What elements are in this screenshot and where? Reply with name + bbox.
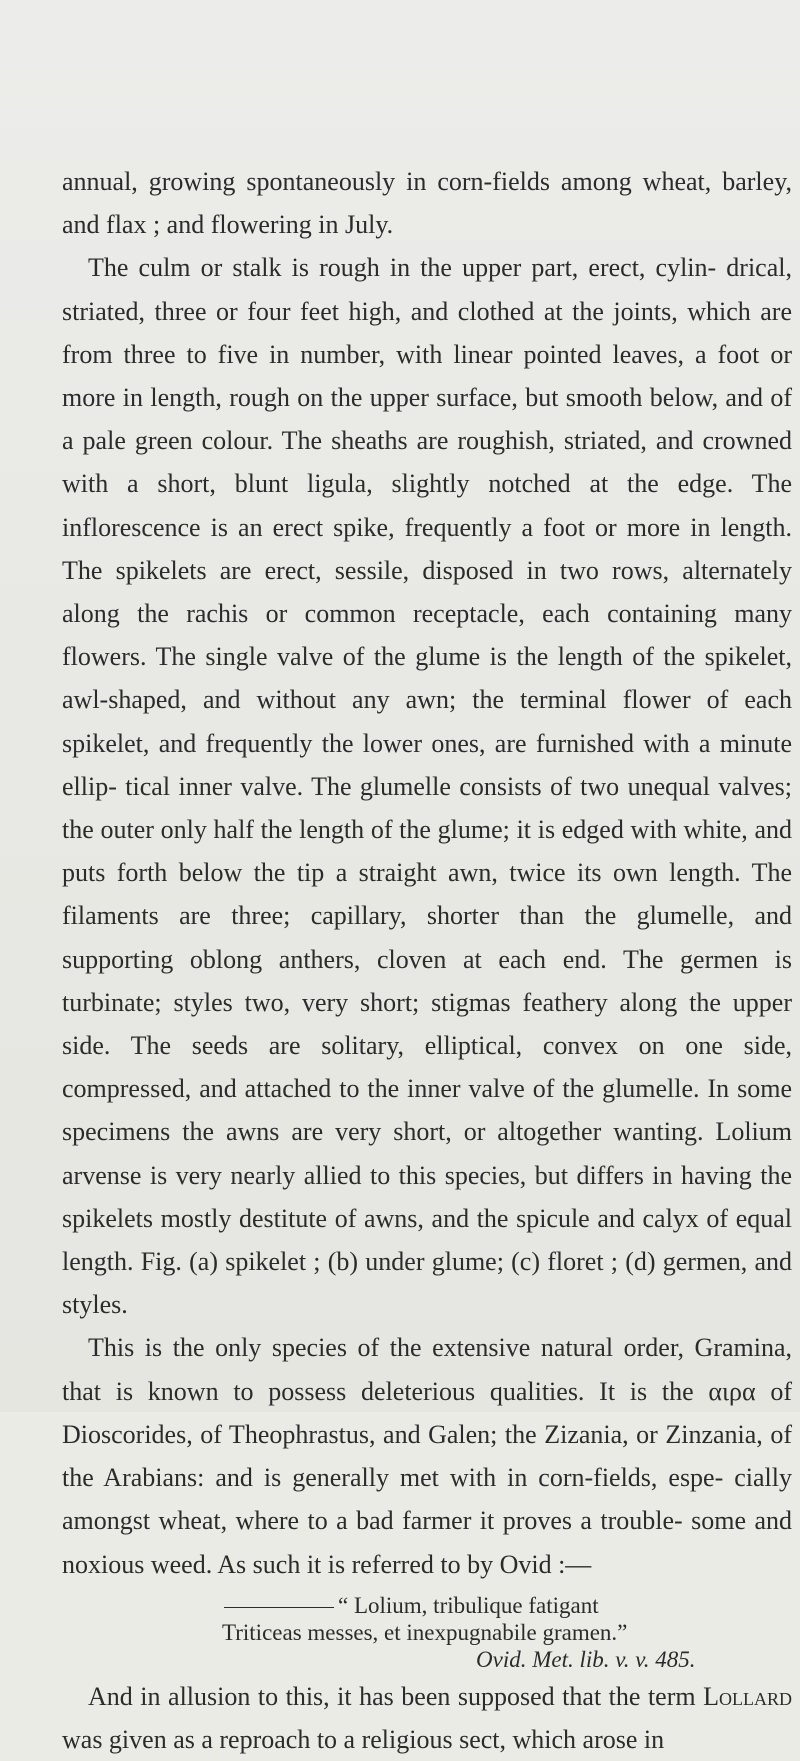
body-text — [62, 160, 792, 1761]
paragraph-lollard — [62, 1675, 792, 1761]
paragraph-habitat: annual, growing spontaneously in corn-fields among wheat, barley, and flax ; and flowering in July. — [62, 167, 792, 240]
lollard-text-before: And in allusion to this, it has been supposed that the term — [88, 1681, 704, 1711]
quote-line-1-text: “ Lolium, tribulique fatigant — [338, 1592, 599, 1618]
quote-citation: Ovid. Met. lib. v. v. 485. — [476, 1646, 696, 1672]
quote-line-2: Triticeas messes, et inexpugnabile gramen.” — [222, 1619, 628, 1645]
quote-dash — [224, 1607, 334, 1608]
paragraph-toxicity: This is the only species of the extensive natural order, Gramina, that is known to possess deleterious qualities. It is the αιρα of Dioscorides, of Theophrastus, and Galen; the Zizania, or Zinzania, of the Arabians: and is generally met with in corn-fields, espe- cially amongst wheat, where to a bad farmer it proves a trouble- some and noxious weed. As such it is referred to by Ovid :— — [62, 1333, 792, 1579]
lollard-text-after: was given as a reproach to a religious sect, which arose in — [62, 1724, 665, 1754]
paragraph-description: The culm or stalk is rough in the upper part, erect, cylin- drical, striated, three or four feet high, and clothed at the joints, which are from three to five in number, with linear pointed leaves, a foot or more in length, rough on the upper surface, but smooth below, and of a pale green colour. The sheaths are roughish, striated, and crowned with a short, blunt ligula, slightly notched at the edge. The inflorescence is an erect spike, frequently a foot or more in length. The spikelets are erect, sessile, disposed in two rows, alternately along the rachis or common receptacle, each containing many flowers. The single valve of the glume is the length of the spikelet, awl-shaped, and without any awn; the terminal flower of each spikelet, and frequently the lower ones, are furnished with a minute ellip- tical inner valve. The glumelle consists of two unequal valves; the outer only half the length of the glume; it is edged with white, and puts forth below the tip a straight awn, twice its own length. The filaments are three; capillary, shorter than the glumelle, and supporting oblong anthers, cloven at each end. The germen is turbinate; styles two, very short; stigmas feathery along the upper side. The seeds are solitary, elliptical, convex on one side, compressed, and attached to the inner valve of the glumelle. In some specimens the awns are very short, or altogether wanting. Lolium arvense is very nearly allied to this species, but differs in having the spikelets mostly destitute of awns, and the spicule and calyx of equal length. Fig. (a) spikelet ; (b) under glume; (c) floret ; (d) germen, and styles. — [62, 253, 792, 1320]
quote-line-1 — [62, 1592, 792, 1619]
lollard-term: Lollard — [703, 1681, 792, 1711]
